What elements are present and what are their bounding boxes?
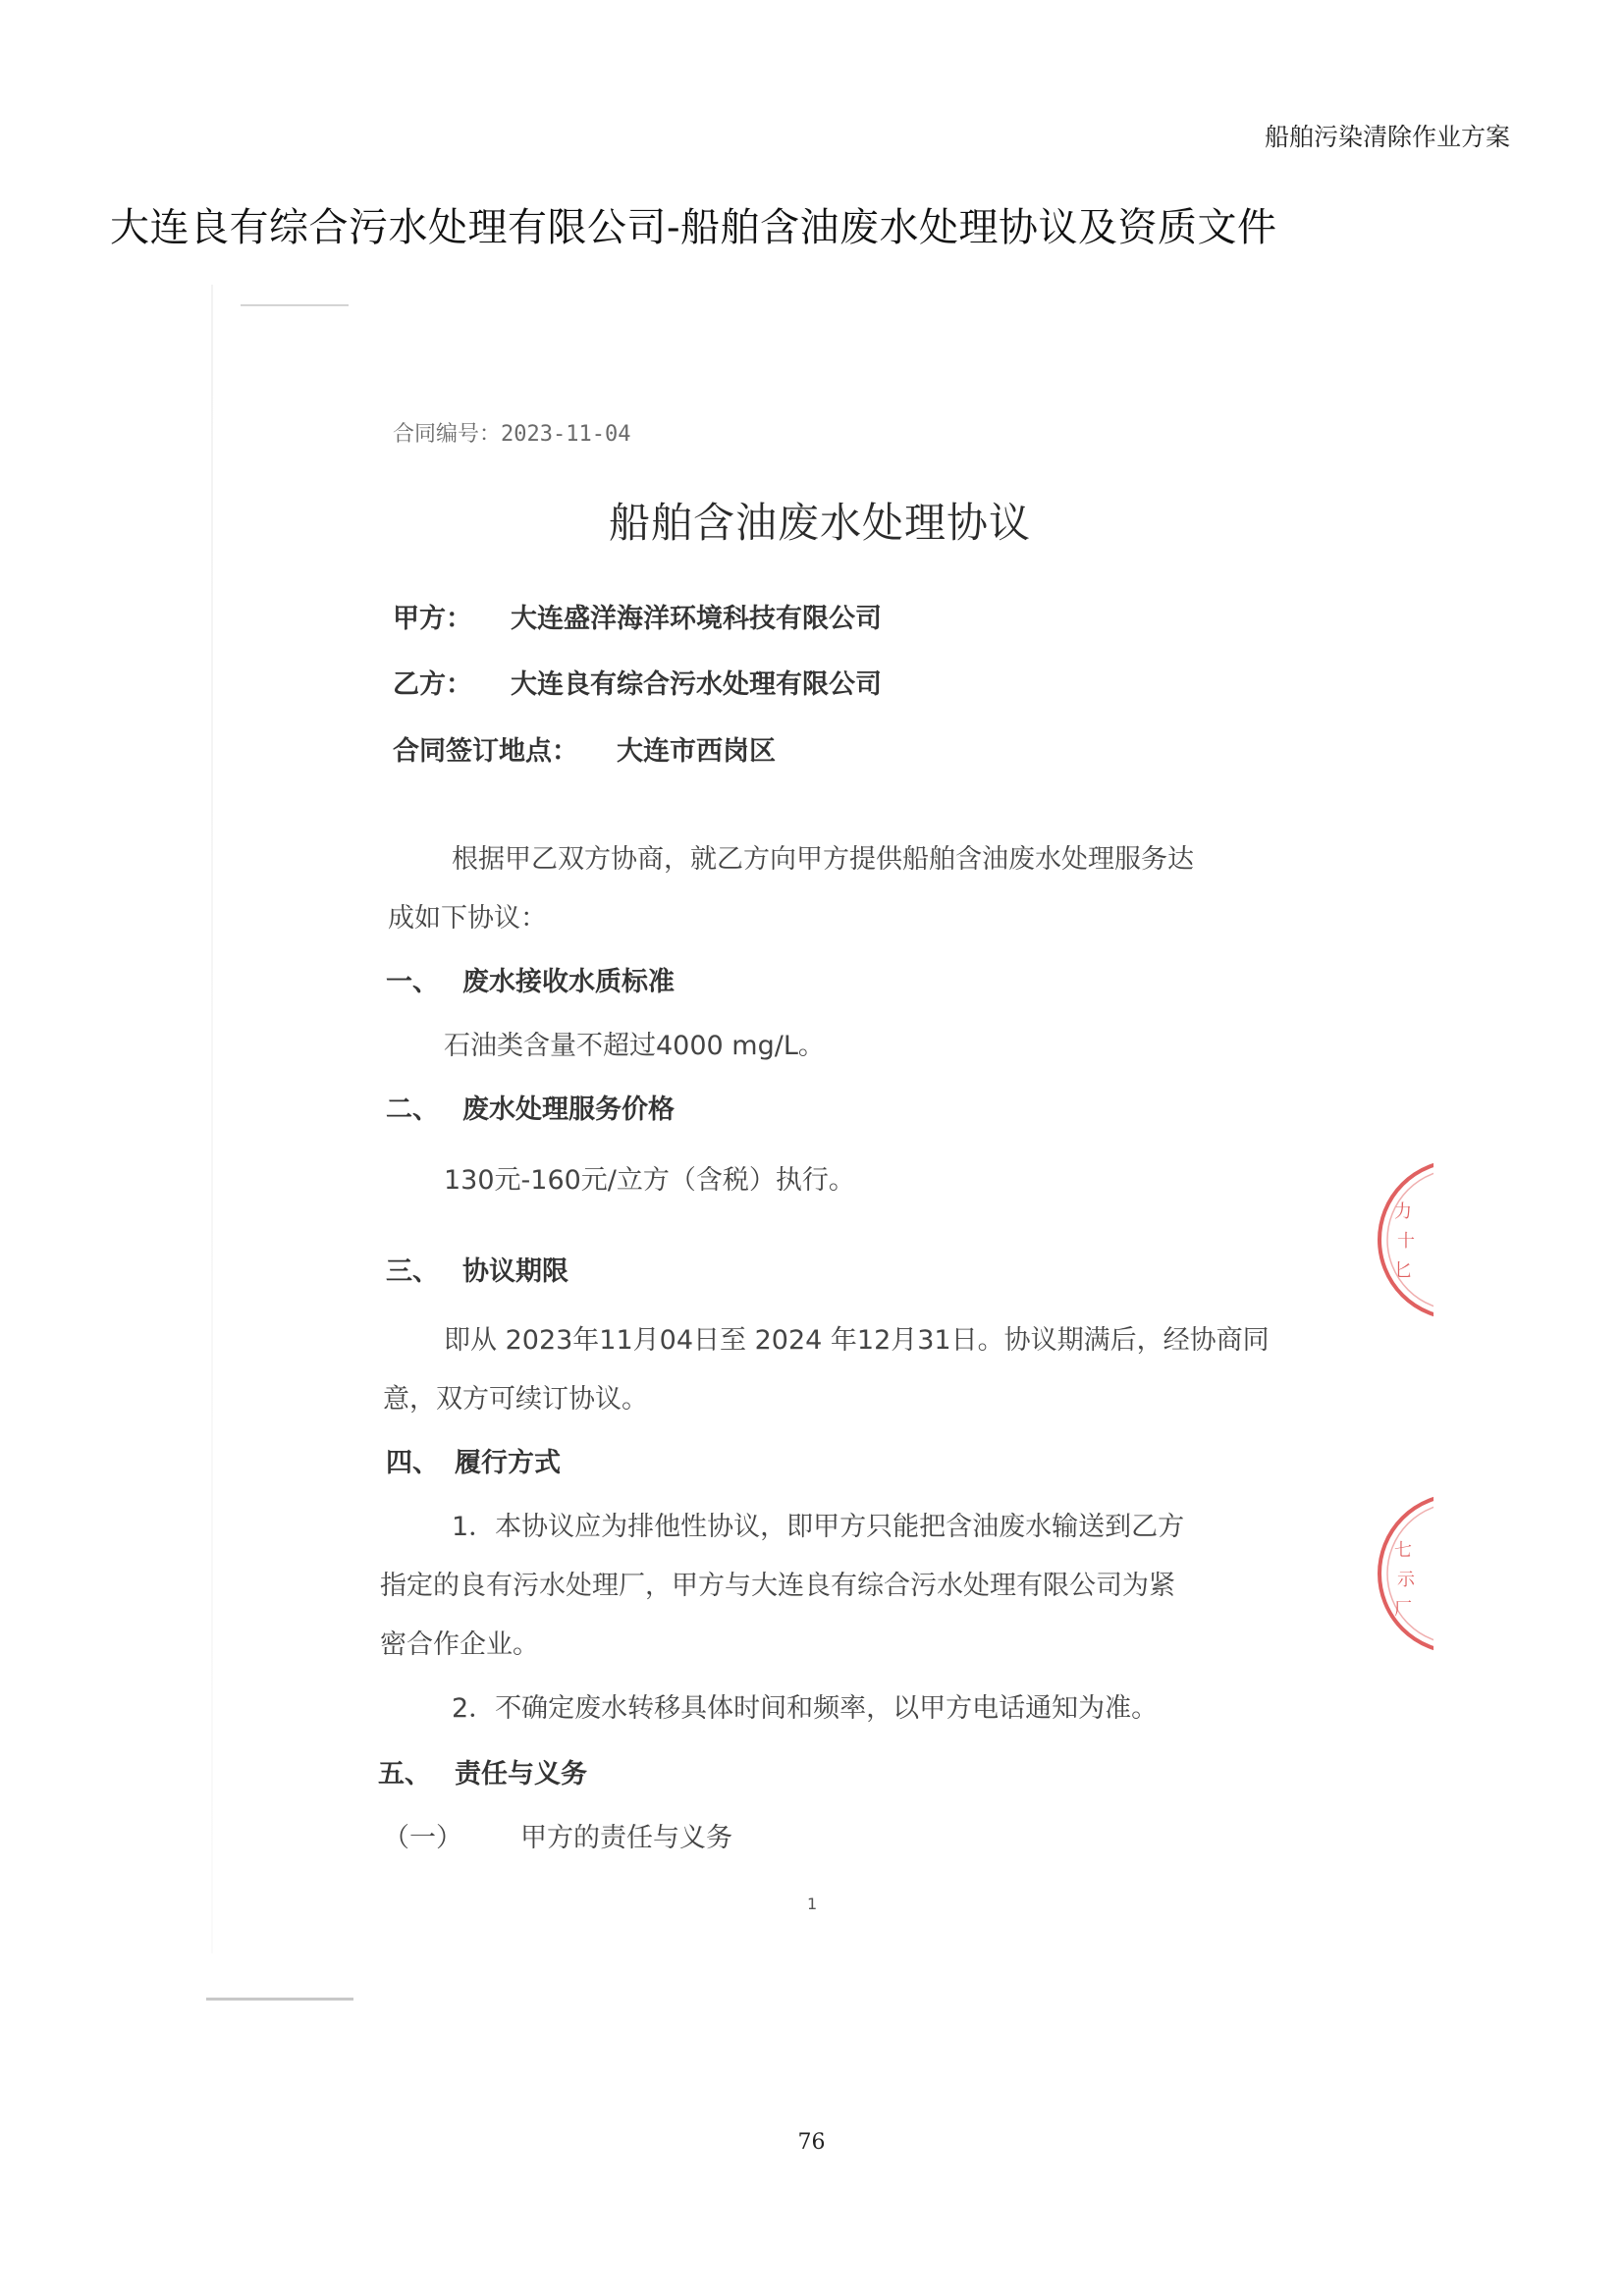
section-number: 一、: [386, 967, 439, 997]
svg-text:十: 十: [1397, 1231, 1415, 1252]
section-title: 废水处理服务价格: [462, 1095, 675, 1125]
red-seal-stamp: [1365, 1487, 1434, 1659]
section-number: 四、: [386, 1448, 439, 1478]
section-text-line: 意，双方可续订协议。: [383, 1384, 648, 1415]
scanned-contract-page: [211, 285, 1419, 2012]
intro-line: 成如下协议：: [388, 903, 547, 934]
intro-line: 根据甲乙双方协商，就乙方向甲方提供船舶含油废水处理服务达: [452, 844, 1194, 875]
contract-number: 合同编号：2023-11-04: [393, 422, 631, 447]
section-text-line: 石油类含量不超过4000 mg/L。: [444, 1031, 825, 1061]
section-text-line: 指定的良有污水处理厂，甲方与大连良有综合污水处理有限公司为紧: [380, 1571, 1175, 1601]
svg-text:厂: 厂: [1394, 1599, 1412, 1620]
scan-mark-top: [241, 304, 349, 306]
section-title: 履行方式: [455, 1448, 561, 1478]
svg-text:七: 七: [1394, 1540, 1412, 1561]
section-number: 五、: [378, 1759, 431, 1789]
svg-text:力: 力: [1394, 1201, 1412, 1222]
section-number: 二、: [386, 1095, 439, 1125]
scan-mark-bottom: [206, 1998, 353, 2001]
page-heading: 大连良有综合污水处理有限公司-船舶含油废水处理协议及资质文件: [110, 205, 1277, 250]
sub-item-number: （一）: [383, 1823, 462, 1853]
svg-text:匕: 匕: [1394, 1260, 1412, 1281]
contract-title: 船舶含油废水处理协议: [608, 499, 1031, 547]
party-a-row: [393, 597, 882, 635]
signing-place-value: 大连市西岗区: [617, 736, 776, 767]
red-seal-stamp: [1365, 1153, 1434, 1325]
section-text-line: 1．本协议应为排他性协议，即甲方只能把含油废水输送到乙方: [452, 1512, 1185, 1542]
signing-place-row: [393, 729, 776, 768]
section-title: 协议期限: [462, 1256, 568, 1287]
section-text-line: 密合作企业。: [380, 1629, 539, 1660]
section-heading: [378, 1752, 587, 1790]
section-title: 废水接收水质标准: [462, 967, 675, 997]
party-b-value: 大连良有综合污水处理有限公司: [511, 669, 882, 700]
section-text-line: 130元-160元/立方（含税）执行。: [444, 1165, 855, 1196]
party-a-value: 大连盛洋海洋环境科技有限公司: [511, 604, 882, 634]
party-b-row: [393, 663, 882, 701]
party-a-label: 甲方：: [393, 604, 472, 634]
running-header: 船舶污染清除作业方案: [1264, 123, 1510, 151]
signing-place-label: 合同签订地点：: [393, 736, 578, 767]
sub-item-title: 甲方的责任与义务: [520, 1823, 732, 1853]
party-b-label: 乙方：: [393, 669, 472, 700]
section-title: 责任与义务: [455, 1759, 587, 1789]
section-heading: [386, 1088, 675, 1126]
scan-page-number: 1: [807, 1895, 818, 1913]
section-heading: [386, 1250, 568, 1288]
section-heading: [386, 1441, 561, 1479]
page-number: 76: [797, 2130, 826, 2155]
section-number: 三、: [386, 1256, 439, 1287]
section-heading: [386, 960, 675, 998]
section-text-line: 2．不确定废水转移具体时间和频率，以甲方电话通知为准。: [452, 1693, 1159, 1724]
section-text-line: 即从 2023年11月04日至 2024 年12月31日。协议期满后，经协商同: [444, 1325, 1270, 1356]
svg-text:示: 示: [1397, 1570, 1415, 1590]
